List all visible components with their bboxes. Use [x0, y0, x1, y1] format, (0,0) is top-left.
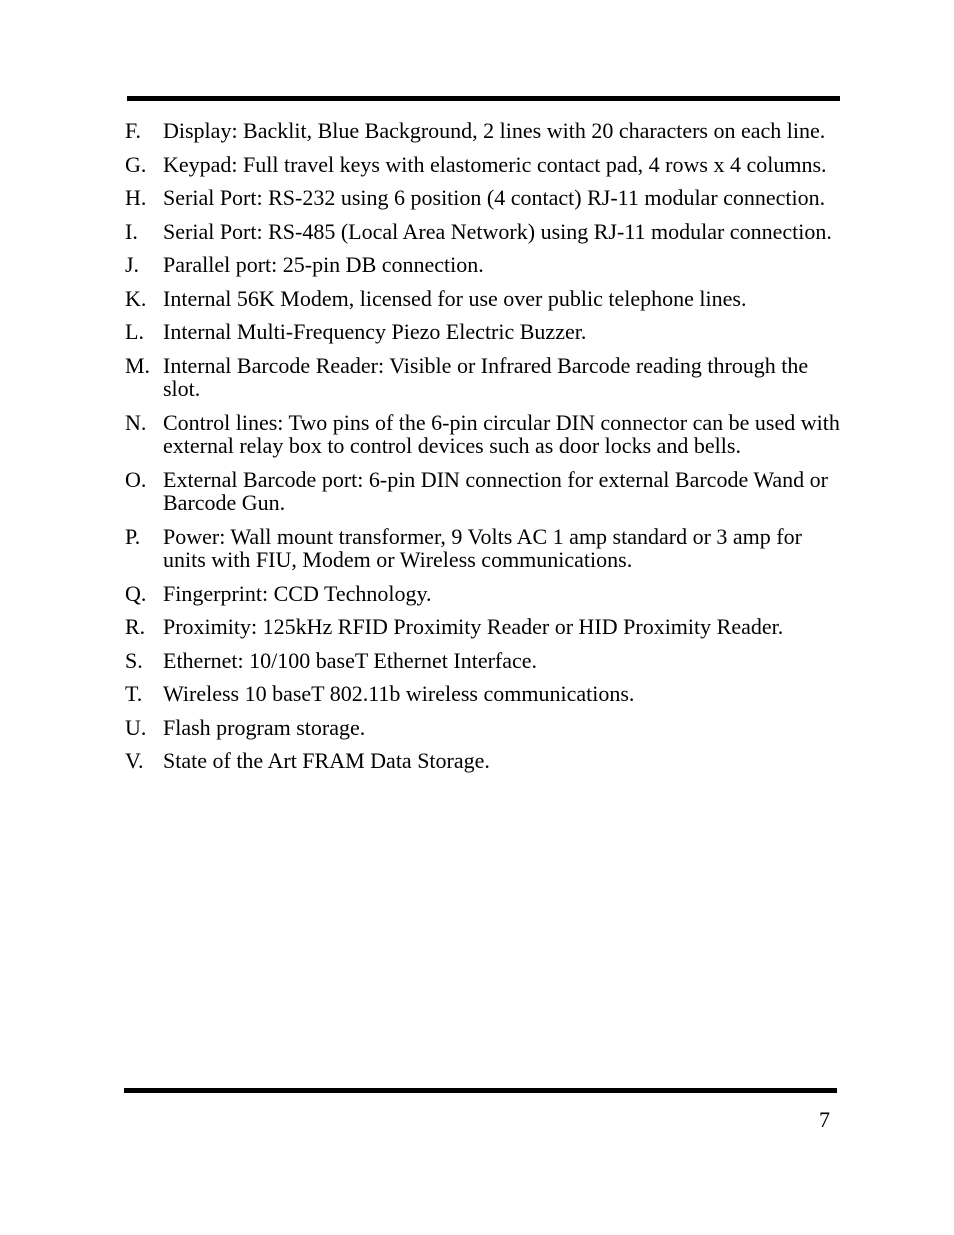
- list-item-text: External Barcode port: 6-pin DIN connection for external Barcode Wand or Barcode Gun.: [163, 466, 828, 515]
- list-item: [125, 220, 840, 244]
- list-item-letter: N.: [125, 409, 147, 435]
- list-item-letter: H.: [125, 185, 147, 210]
- header-rule: [127, 96, 840, 101]
- list-item-letter: V.: [125, 748, 144, 773]
- list-item-text: Proximity: 125kHz RFID Proximity Reader or HID Proximity Reader.: [163, 614, 784, 639]
- list-item: [125, 320, 840, 344]
- list-item-text: Parallel port: 25-pin DB connection.: [163, 252, 484, 277]
- page-number: 7: [819, 1107, 830, 1132]
- list-item: [125, 354, 840, 401]
- list-item: [125, 119, 840, 143]
- list-item-text: Keypad: Full travel keys with elastomeric contact pad, 4 rows x 4 columns.: [163, 151, 827, 177]
- list-item-text: Internal 56K Modem, licensed for use over public telephone lines.: [163, 285, 747, 311]
- list-item-letter: M.: [125, 352, 151, 378]
- list-item-letter: T.: [125, 681, 143, 706]
- footer-rule: [124, 1088, 837, 1093]
- list-item-text: Display: Backlit, Blue Background, 2 lines with 20 characters on each line.: [163, 118, 826, 143]
- list-item-text: State of the Art FRAM Data Storage.: [163, 748, 490, 773]
- list-item: [125, 682, 840, 706]
- list-item-letter: J.: [125, 252, 140, 277]
- list-item-letter: Q.: [125, 580, 147, 606]
- list-item-letter: P.: [125, 523, 141, 549]
- list-item-letter: I.: [125, 218, 138, 244]
- list-item-letter: F.: [125, 118, 141, 143]
- list-item: [125, 253, 840, 277]
- list-item-text: Fingerprint: CCD Technology.: [163, 580, 432, 606]
- list-item: [125, 468, 840, 515]
- list-item-letter: U.: [125, 714, 147, 740]
- list-item-text: Wireless 10 baseT 802.11b wireless communications.: [163, 681, 635, 706]
- list-item-text: Internal Multi-Frequency Piezo Electric Buzzer.: [163, 319, 587, 344]
- list-item: [125, 749, 840, 773]
- list-item-letter: L.: [125, 319, 144, 344]
- list-item-text: Internal Barcode Reader: Visible or Infrared Barcode reading through the slot.: [163, 352, 809, 401]
- list-item: [125, 615, 840, 639]
- list-item-text: Power: Wall mount transformer, 9 Volts AC 1 amp standard or 3 amp for units with FIU, Modem or Wireless communications.: [163, 523, 802, 572]
- list-item-letter: O.: [125, 466, 147, 492]
- list-item-text: Ethernet: 10/100 baseT Ethernet Interface.: [163, 647, 538, 673]
- list-item: [125, 186, 840, 210]
- list-item-text: Serial Port: RS-485 (Local Area Network) using RJ-11 modular connection.: [163, 218, 832, 244]
- list-item-text: Control lines: Two pins of the 6-pin circular DIN connector can be used with external relay box to control devices such as door locks and bells.: [163, 409, 840, 458]
- list-item-letter: G.: [125, 151, 147, 177]
- list-item: [125, 716, 840, 740]
- list-item: [125, 649, 840, 673]
- list-item: [125, 582, 840, 606]
- list-item: [125, 287, 840, 311]
- list-item-letter: K.: [125, 285, 147, 311]
- feature-list: [125, 119, 840, 783]
- list-item-letter: R.: [125, 614, 146, 639]
- list-item: [125, 411, 840, 458]
- list-item: [125, 153, 840, 177]
- list-item-text: Flash program storage.: [163, 714, 366, 740]
- list-item-letter: S.: [125, 647, 143, 673]
- list-item: [125, 525, 840, 572]
- list-item-text: Serial Port: RS-232 using 6 position (4 contact) RJ-11 modular connection.: [163, 185, 826, 210]
